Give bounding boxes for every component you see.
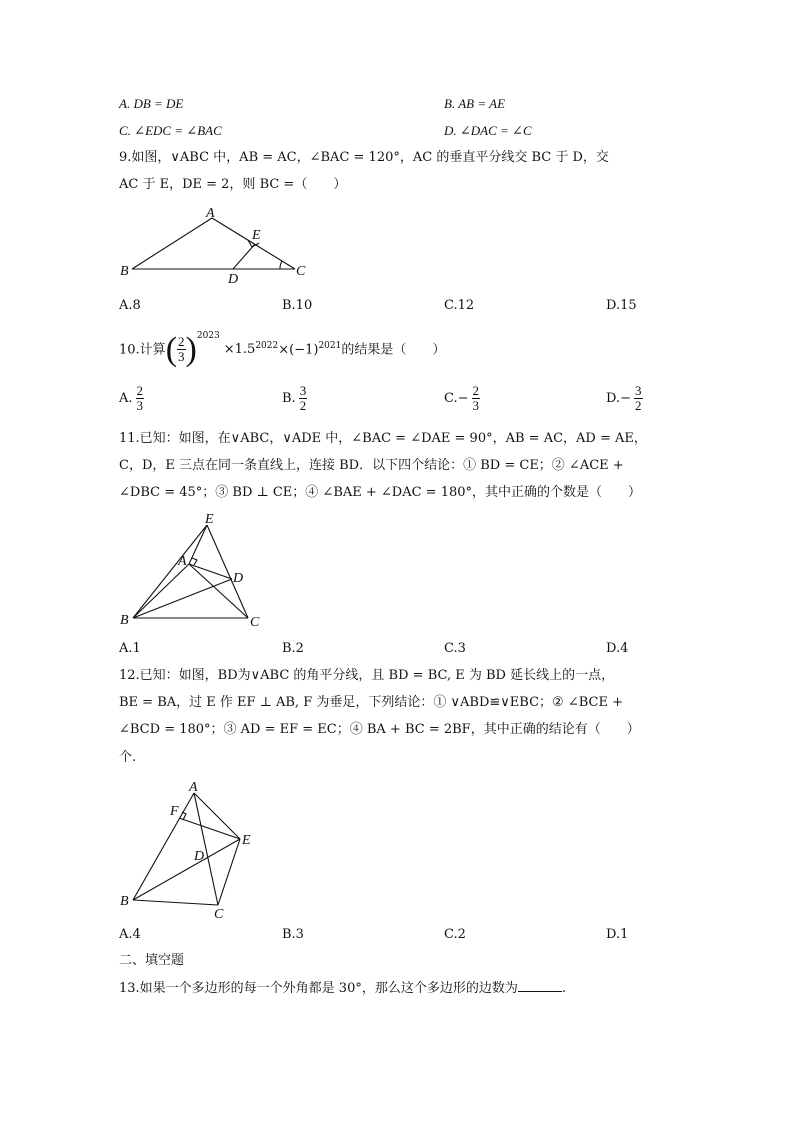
q9-option-c: C.12: [444, 298, 475, 313]
q9-option-d: D.15: [606, 298, 637, 313]
q9-label-d: D: [228, 272, 239, 287]
q10-prefix: 10.计算: [119, 342, 166, 358]
q11-triangle-figure: [112, 508, 272, 633]
q10-frac-num: 2: [178, 334, 185, 350]
q9-label-a: A: [206, 206, 215, 221]
q12-option-b: B.3: [282, 927, 304, 942]
q10-stem: 10.计算( $\frac{2}{3}$ )$^{2023}\times 1.5^{2022}\times(-1)^{2021}$的结果是（ ）: [119, 330, 446, 368]
q13-stem: [119, 979, 566, 998]
q12-label-d: D: [194, 849, 205, 864]
q12-label-a: A: [189, 780, 198, 795]
q8-option-b: B. AB = AE: [444, 96, 506, 111]
q11-option-a: A.1: [119, 641, 141, 656]
q10-suffix: 的结果是（ ）: [341, 342, 446, 358]
q11-option-d: D.4: [606, 641, 629, 656]
q12-option-c: C.2: [444, 927, 466, 942]
q10-exp1: 2023: [196, 331, 220, 341]
q12-quadrilateral-figure: [112, 772, 272, 922]
q12-label-b: B: [120, 894, 129, 909]
q10-option-a: A. $\frac{2}{3}$: [119, 383, 144, 413]
q11-option-c: C.3: [444, 641, 466, 656]
q12-stem-line1: 12.已知：如图，BD为∨ABC 的角平分线，且 BD = BC, E 为 BD 延长线上的一点，: [119, 668, 615, 683]
q8-option-d: D. ∠DAC = ∠C: [444, 123, 532, 138]
q12-label-e: E: [242, 833, 251, 848]
q9-label-e: E: [252, 228, 261, 243]
q11-label-a: A: [178, 554, 187, 569]
q9-triangle-figure: [112, 200, 322, 290]
q9-stem-line1: 9.如图，∨ABC 中，AB = AC，∠BAC = 120°，AC 的垂直平分线交 BC 于 D，交: [119, 150, 609, 165]
q10-exp2: 2022: [255, 341, 279, 351]
q12-stem-line4: 个.: [119, 750, 137, 765]
q9-label-c: C: [296, 264, 306, 279]
q11-option-b: B.2: [282, 641, 304, 656]
q12-option-d: D.1: [606, 927, 629, 942]
q12-stem-line3: ∠BCD = 180°；③ AD = EF = EC；④ BA + BC = 2BF，其中正确的结论有（ ）: [119, 722, 640, 737]
q9-stem-line2: AC 于 E，DE = 2，则 BC =（ ）: [119, 177, 347, 192]
q8-option-c: C. ∠EDC = ∠BAC: [119, 123, 222, 138]
q10-mid: ×1.5: [223, 342, 256, 358]
q10-option-d: D.− $\frac{3}{2}$: [606, 383, 642, 413]
q11-label-d: D: [233, 571, 244, 586]
q11-stem-line1: 11.已知：如图，在∨ABC，∨ADE 中，∠BAC = ∠DAE = 90°，AB = AC，AD = AE，: [119, 431, 647, 446]
q11-label-c: C: [250, 615, 260, 630]
q13-text: 13.如果一个多边形的每一个外角都是 30°，那么这个多边形的边数为: [119, 981, 518, 996]
q10-frac-den: 3: [178, 349, 185, 365]
q12-option-a: A.4: [119, 927, 141, 942]
q10-mid2: ×(−1): [278, 342, 319, 358]
q9-option-b: B.10: [282, 298, 313, 313]
q8-option-a: A. DB = DE: [119, 96, 184, 111]
q12-label-f: F: [170, 804, 179, 819]
q10-exp3: 2021: [318, 341, 342, 351]
q13-end: .: [561, 981, 566, 996]
q10-option-b: B. $\frac{3}{2}$: [282, 383, 307, 413]
q11-stem-line3: ∠DBC = 45°；③ BD ⊥ CE；④ ∠BAE + ∠DAC = 180°，其中正确的个数是（ ）: [119, 485, 642, 500]
q11-label-e: E: [205, 512, 214, 527]
section-title-fill-in: 二、填空题: [119, 953, 185, 968]
q9-option-a: A.8: [119, 298, 141, 313]
q12-stem-line2: BE = BA，过 E 作 EF ⊥ AB, F 为垂足，下列结论：① ∨ABD≌∨EBC；② ∠BCE +: [119, 695, 623, 710]
q10-option-c: C.− $\frac{2}{3}$: [444, 383, 480, 413]
q9-label-b: B: [120, 264, 129, 279]
q11-label-b: B: [120, 613, 129, 628]
q13-answer-blank[interactable]: [518, 979, 562, 992]
q12-label-c: C: [214, 907, 224, 922]
q11-stem-line2: C，D，E 三点在同一条直线上，连接 BD．以下四个结论：① BD = CE；② ∠ACE +: [119, 458, 624, 473]
